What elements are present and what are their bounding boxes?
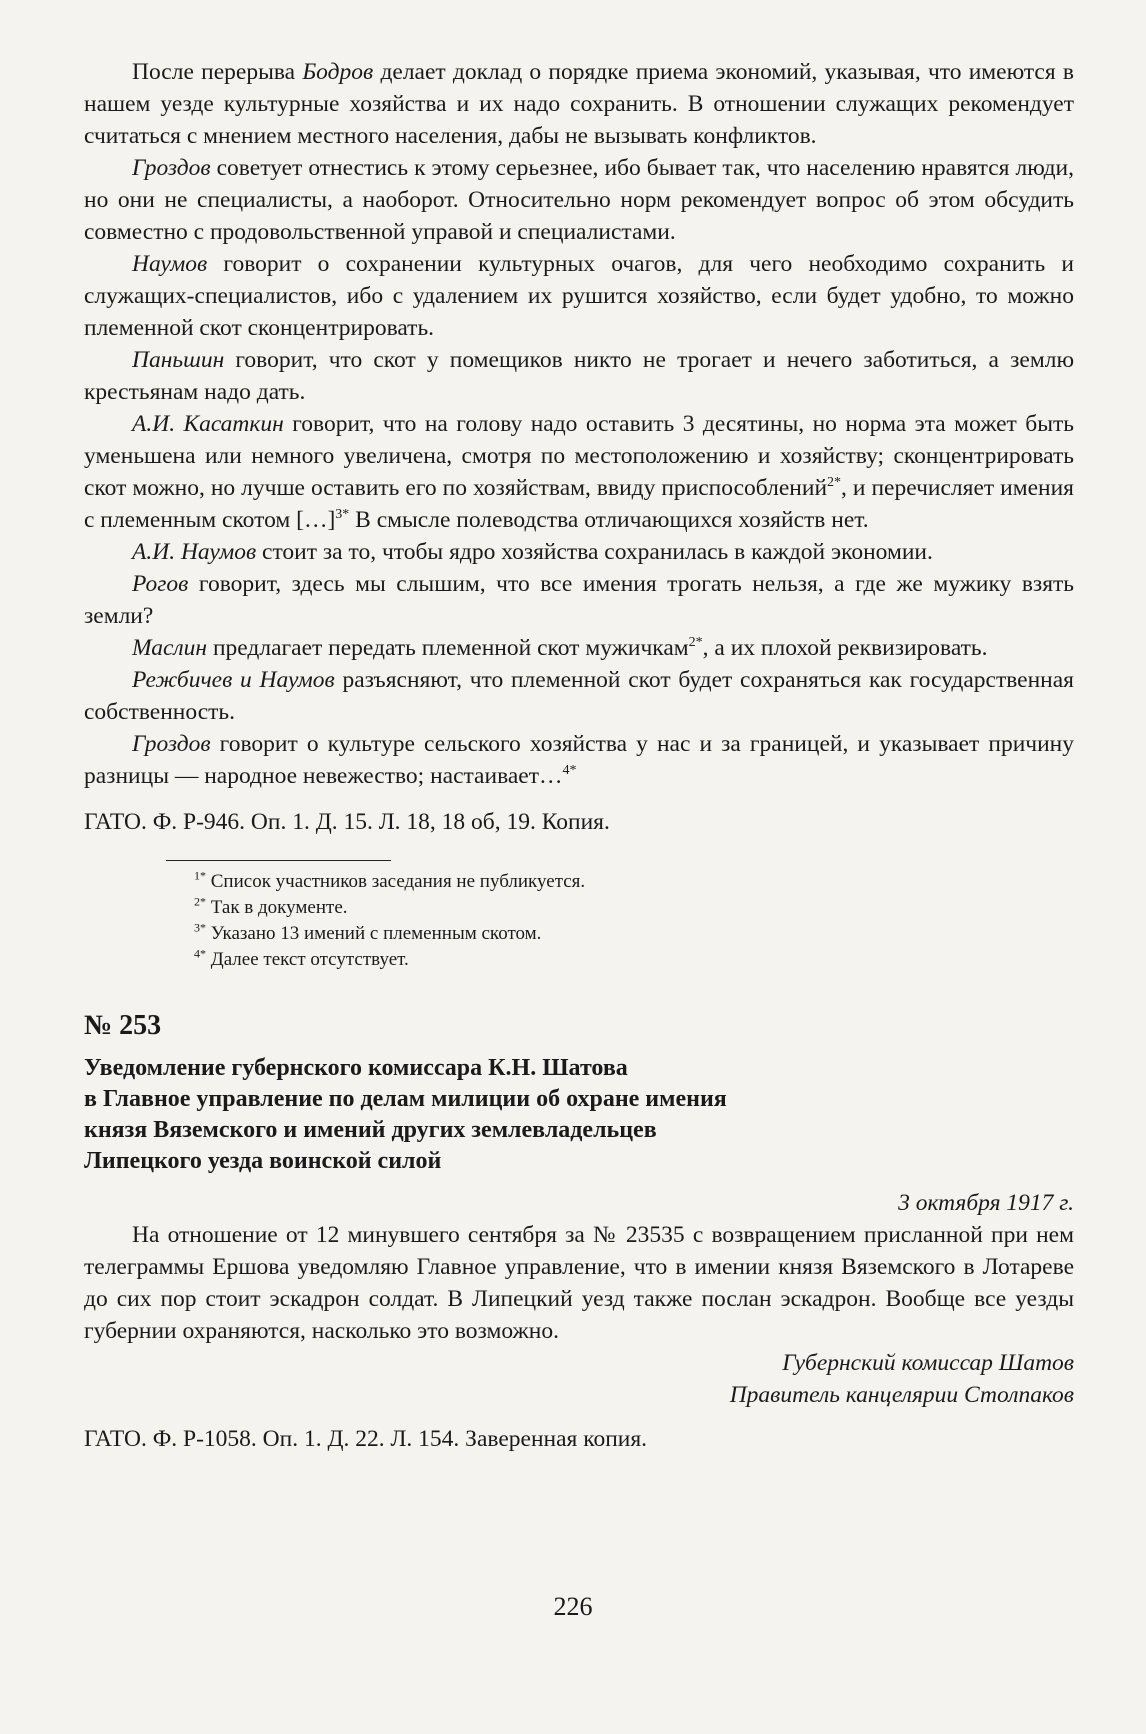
document-body: На отношение от 12 минувшего сентября за № 23535 с возвращением присланной при нем телеграммы Ершова уведомляю Главное управление, что в имении князя Вяземского в Лотареве до сих пор стоит эскадрон солдат. В Липецкий уезд также послан эскадрон. Вообще все уезды губернии охраняются, насколько это возможно. xyxy=(84,1222,1074,1344)
paragraph-rezhbichev: Режбичев и Наумов разъясняют, что племенной скот будет сохраняться как государственная собственность. xyxy=(84,667,1074,725)
signature: Губернский комиссар Шатов xyxy=(782,1350,1074,1376)
footnote-ref: 3* xyxy=(335,507,350,523)
paragraph-panshin: Паньшин говорит, что скот у помещиков никто не трогает и нечего заботиться, а землю крестьянам надо дать. xyxy=(84,347,1074,405)
footnote: $^{2*}$ Так в документе. xyxy=(194,894,348,918)
footnote: $^{1*}$ Список участников заседания не публикуется. xyxy=(194,868,586,892)
document-date: 3 октября 1917 г. xyxy=(898,1190,1074,1216)
page-number: 226 xyxy=(553,1592,593,1621)
speaker-name: Гроздов xyxy=(132,731,211,757)
paragraph-bodrov: После перерыва Бодров делает доклад о порядке приема экономий, указывая, что имеются в нашем уезде культурные хозяйства и их надо сохранить. В отношении служащих рекомендует считаться с мнением местного населения, дабы не вызывать конфликтов. xyxy=(84,59,1074,149)
speaker-name: А.И. Касаткин xyxy=(132,411,284,437)
footnote-ref: 4* xyxy=(562,763,577,779)
page-content xyxy=(84,56,1074,1455)
paragraph-ai-naumov: А.И. Наумов стоит за то, чтобы ядро хозяйства сохранилась в каждой экономии. xyxy=(132,539,933,565)
footnote-divider xyxy=(166,860,391,861)
document-title: Уведомление губернского комиссара К.Н. Шатова в Главное управление по делам милиции об охране имения князя Вяземского и имений других землевладельцев Липецкого уезда воинской силой xyxy=(84,1055,727,1174)
speaker-name: Режбичев и Наумов xyxy=(132,667,335,693)
footnote: $^{4*}$ Далее текст отсутствует. xyxy=(194,946,409,970)
paragraph-grozdov-2: Гроздов говорит о культуре сельского хозяйства у нас и за границей, и указывает причину разницы — народное невежество; настаивает…$^{4*}$ xyxy=(84,731,1074,789)
speaker-name: Бодров xyxy=(302,59,374,85)
footnote-ref: 2* xyxy=(688,635,703,651)
paragraph-rogov: Рогов говорит, здесь мы слышим, что все имения трогать нельзя, а где же мужику взять земли? xyxy=(84,571,1074,629)
paragraph-maslin: Маслин предлагает передать племенной скот мужичкам$^{2*}$, а их плохой реквизировать. xyxy=(132,635,988,661)
archive-source: ГАТО. Ф. Р-1058. Оп. 1. Д. 22. Л. 154. Заверенная копия. xyxy=(84,1426,648,1452)
paragraph-kasatkin: А.И. Касаткин говорит, что на голову надо оставить 3 десятины, но норма эта может быть уменьшена или немного увеличена, смотря по местоположению и хозяйству; сконцентрировать скот можно, но лучше оставить его по хозяйствам, ввиду приспособлений$^{2*}$, и перечисляет имения с племенным скотом […]$^{3*}$ В смысле полеводства отличающихся хозяйств нет. xyxy=(84,411,1074,533)
paragraph-grozdov: Гроздов советует отнестись к этому серьезнее, ибо бывает так, что населению нравятся люди, но они не специалисты, а наоборот. Относительно норм рекомендует вопрос об этом обсудить совместно с продовольственной управой и специалистами. xyxy=(84,155,1074,245)
document-number: № 253 xyxy=(84,1010,162,1041)
speaker-name: Маслин xyxy=(132,635,208,661)
speaker-name: Рогов xyxy=(132,571,189,597)
speaker-name: Наумов xyxy=(132,251,208,277)
footnote: $^{3*}$ Указано 13 имений с племенным скотом. xyxy=(194,920,542,944)
speaker-name: Гроздов xyxy=(132,155,211,181)
archive-source: ГАТО. Ф. Р-946. Оп. 1. Д. 15. Л. 18, 18 об, 19. Копия. xyxy=(84,809,610,835)
paragraph-naumov: Наумов говорит о сохранении культурных очагов, для чего необходимо сохранить и служащих-специалистов, ибо с удалением их рушится хозяйство, если будет удобно, то можно племенной скот сконцентрировать. xyxy=(84,251,1074,341)
signature: Правитель канцелярии Столпаков xyxy=(729,1382,1074,1408)
speaker-name: А.И. Наумов xyxy=(132,539,257,565)
speaker-name: Паньшин xyxy=(132,347,225,373)
footnote-ref: 2* xyxy=(827,475,842,491)
